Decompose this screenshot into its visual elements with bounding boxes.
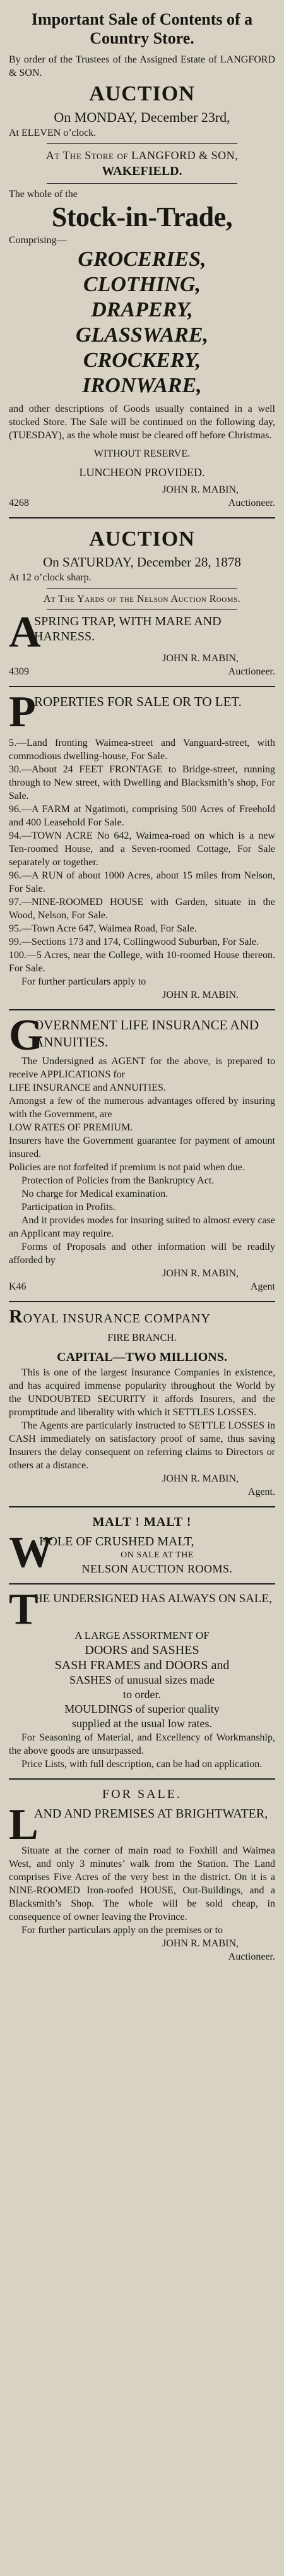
ad3-footer: For further particulars apply to: [21, 976, 146, 987]
ad1-item: CLOTHING,: [83, 273, 201, 296]
ad1-no-reserve: WITHOUT RESERVE.: [93, 448, 191, 459]
ad6-dropcap: W: [9, 1528, 53, 1577]
ad8-p2: For further particulars apply on the premises or to: [21, 1925, 223, 1936]
ad4-low-rates: LOW RATES OF PREMIUM.: [9, 1122, 133, 1133]
property-item: 30.—About 24 FEET FRONTAGE to Bridge-street, running through to New street, with Dwelling and Blacksmith’s shop, For Sale.: [9, 764, 275, 801]
ad1-ref: 4268: [9, 498, 29, 508]
ad1-time: At ELEVEN o’clock.: [9, 128, 97, 138]
ad6-line2: ON SALE AT THE: [121, 1550, 194, 1560]
ad7-line4: SASHES of unusual sizes made: [69, 1674, 215, 1686]
ad5-title-initial: R: [9, 1306, 23, 1327]
ad7-line7: supplied at the usual low rates.: [72, 1717, 212, 1730]
ad2-auctioneer: JOHN R. MABIN,: [162, 653, 239, 664]
ad2-ref: 4309: [9, 666, 29, 677]
property-item: 100.—5 Acres, near the College, with 10-roomed House thereon. For Sale.: [9, 950, 275, 974]
property-item: 5.—Land fronting Waimea-street and Vanguard-street, with commodious dwelling-house, For Sale.: [9, 738, 275, 762]
ad-spring-trap-auction: [9, 518, 275, 687]
ad8-auctioneer: JOHN R. MABIN,: [162, 1938, 239, 1949]
ad1-body: and other descriptions of Goods usually contained in a well stocked Store. The Sale will be continued on the following day, (TUESDAY), as the whole must be cleared off before Christmas.: [9, 404, 275, 441]
ad1-item: GROCERIES,: [78, 248, 206, 271]
ad1-place1: At The Store of LANGFORD & SON,: [45, 149, 239, 162]
ad8-role: Auctioneer.: [228, 1951, 275, 1962]
ad1-comprising: Comprising—: [9, 235, 67, 246]
ad3-dropcap: P: [9, 688, 36, 736]
property-item: 97.—NINE-ROOMED HOUSE with Garden, situate in the Wood, Nelson, For Sale.: [9, 897, 275, 921]
ad1-title: Important Sale of Contents of a Country Store.: [31, 10, 253, 47]
ad4-p6: No charge for Medical examination.: [21, 1189, 169, 1199]
ad7-line1: A LARGE ASSORTMENT OF: [74, 1629, 210, 1641]
property-item: 96.—A RUN of about 1000 Acres, about 15 miles from Nelson, For Sale.: [9, 870, 275, 894]
ad5-capital: CAPITAL—TWO MILLIONS.: [57, 1350, 227, 1364]
ad1-whole-of: The whole of the: [9, 189, 78, 200]
ad2-role: Auctioneer.: [228, 666, 275, 677]
ad8-drop-text: AND AND PREMISES AT BRIGHTWATER,: [34, 1807, 268, 1821]
ad-doors-sashes: [9, 1585, 275, 1780]
ad4-dropcap: G: [9, 1011, 44, 1060]
ad4-ref: K46: [9, 1281, 27, 1292]
ad8-dropcap: L: [9, 1800, 38, 1849]
ad7-line5: to order.: [123, 1688, 161, 1701]
ad-brightwater-sale: [9, 1780, 275, 1971]
ad3-auctioneer: JOHN R. MABIN.: [162, 990, 239, 1000]
ad7-p1: For Seasoning of Material, and Excellency of Workmanship, the above goods are unsurpassed.: [9, 1732, 275, 1756]
newspaper-column: [6, 0, 278, 1971]
ad1-auctioneer: JOHN R. MABIN,: [162, 484, 239, 495]
ad-government-life-insurance: [9, 1010, 275, 1302]
ad4-p9: Forms of Proposals and other information will be readily afforded by: [9, 1242, 275, 1266]
ad8-title: FOR SALE.: [102, 1787, 182, 1801]
ad1-big-title: Stock-in-Trade,: [51, 201, 233, 232]
ad4-p8: And it provides modes for insuring suited to almost every case an Applicant may require.: [9, 1215, 275, 1239]
ad8-p1: Situate at the corner of main road to Foxhill and Waimea West, and only 3 minutes’ walk from the Station. The Land comprises Five Acres of the very best in the district. On it is a NINE-ROOMED Iron-roofed HOUSE, Out-Buildings, and a Blacksmith’s Shop. The whole will be sold cheap, in consequence of owner leaving the Province.: [9, 1845, 275, 1922]
ad5-title: OYAL INSURANCE COMPANY: [23, 1312, 211, 1326]
ad1-item: IRONWARE,: [82, 374, 202, 397]
ad7-drop-text: HE UNDERSIGNED HAS ALWAYS ON SALE,: [34, 1592, 272, 1605]
ad2-time: At 12 o’clock sharp.: [9, 572, 92, 583]
ad1-item: CROCKERY,: [83, 349, 201, 372]
ad1-auction-label: AUCTION: [89, 82, 195, 105]
ad1-role: Auctioneer.: [228, 498, 275, 508]
ad7-line2: DOORS and SASHES: [85, 1643, 199, 1657]
ad-properties: [9, 687, 275, 1010]
ad4-role: Agent: [250, 1281, 275, 1292]
ad6-line1: HOLE OF CRUSHED MALT,: [39, 1535, 194, 1549]
ad5-agent: JOHN R. MABIN,: [162, 1473, 239, 1484]
ad1-place2: WAKEFIELD.: [102, 164, 182, 178]
property-item: 96.—A FARM at Ngatimoti, comprising 500 Acres of Freehold and 400 Leasehold For Sale.: [9, 804, 275, 828]
ad5-role: Agent.: [247, 1487, 275, 1497]
ad4-p4: Policies are not forfeited if premium is not paid when due.: [9, 1162, 245, 1173]
ad4-p1: The Undersigned as AGENT for the above, is prepared to receive APPLICATIONS for: [9, 1056, 275, 1080]
ad4-drop-text: OVERNMENT LIFE INSURANCE AND ANNUITIES.: [34, 1017, 259, 1050]
ad3-drop-text: ROPERTIES FOR SALE OR TO LET.: [34, 694, 242, 709]
ad-malt: [9, 1507, 275, 1585]
ad2-place: At The Yards of the Nelson Auction Rooms.: [43, 594, 241, 604]
property-item: 99.—Sections 173 and 174, Collingwood Suburban, For Sale.: [9, 937, 259, 947]
ad5-p1: This is one of the largest Insurance Companies in existence, and has acquired immense popularity throughout the World by the UNDOUBTED SECURITY it affords Insurers, and the promptitude and liberality with which it SETTLES LOSSES.: [9, 1367, 275, 1418]
ad4-p5: Protection of Policies from the Bankruptcy Act.: [21, 1175, 215, 1186]
ad4-agent: JOHN R. MABIN,: [162, 1268, 239, 1279]
ad2-auction-label: AUCTION: [89, 527, 195, 551]
ad7-line6: MOULDINGS of superior quality: [64, 1703, 220, 1715]
ad1-luncheon: LUNCHEON PROVIDED.: [79, 466, 205, 479]
ad1-date: On MONDAY, December 23rd,: [54, 109, 230, 125]
ad-royal-insurance: [9, 1302, 275, 1507]
ad6-line3: NELSON AUCTION ROOMS.: [81, 1562, 233, 1575]
ad2-date: On SATURDAY, December 28, 1878: [43, 554, 241, 570]
ad1-item: GLASSWARE,: [75, 323, 209, 347]
ad-country-store-sale: [9, 4, 275, 518]
ad7-p2: Price Lists, with full description, can be had on application.: [21, 1759, 263, 1770]
ad1-item: DRAPERY,: [91, 298, 193, 321]
ad5-p2: The Agents are particularly instructed to SETTLE LOSSES in CASH immediately on satisfactory proof of same, thus saving Insurers the delay consequent on referring claims to Directors or others at a distance.: [9, 1420, 275, 1471]
ad7-line3: SASH FRAMES and DOORS and: [54, 1658, 230, 1672]
ad1-intro: By order of the Trustees of the Assigned Estate of LANGFORD & SON.: [9, 54, 275, 78]
ad6-title: MALT ! MALT !: [92, 1515, 192, 1529]
ad4-p2: Amongst a few of the numerous advantages offered by insuring with the Government, are: [9, 1096, 275, 1120]
ad4-p1b: LIFE INSURANCE and ANNUITIES.: [9, 1082, 166, 1093]
ad7-dropcap: T: [9, 1585, 38, 1634]
ad4-p3: Insurers have the Government guarantee for payment of amount insured.: [9, 1135, 275, 1159]
property-item: 95.—Town Acre 647, Waimea Road, For Sale.: [9, 923, 197, 934]
ad2-drop-text: SPRING TRAP, WITH MARE AND HARNESS.: [34, 614, 222, 644]
ad5-branch: FIRE BRANCH.: [107, 1333, 177, 1343]
ad4-p7: Participation in Profits.: [21, 1202, 115, 1213]
ad2-dropcap: A: [9, 608, 41, 657]
property-item: 94.—TOWN ACRE No 642, Waimea-road on which is a new Ten-roomed House, and a Seven-roomed Cottage, For Sale separately or together.: [9, 830, 275, 868]
